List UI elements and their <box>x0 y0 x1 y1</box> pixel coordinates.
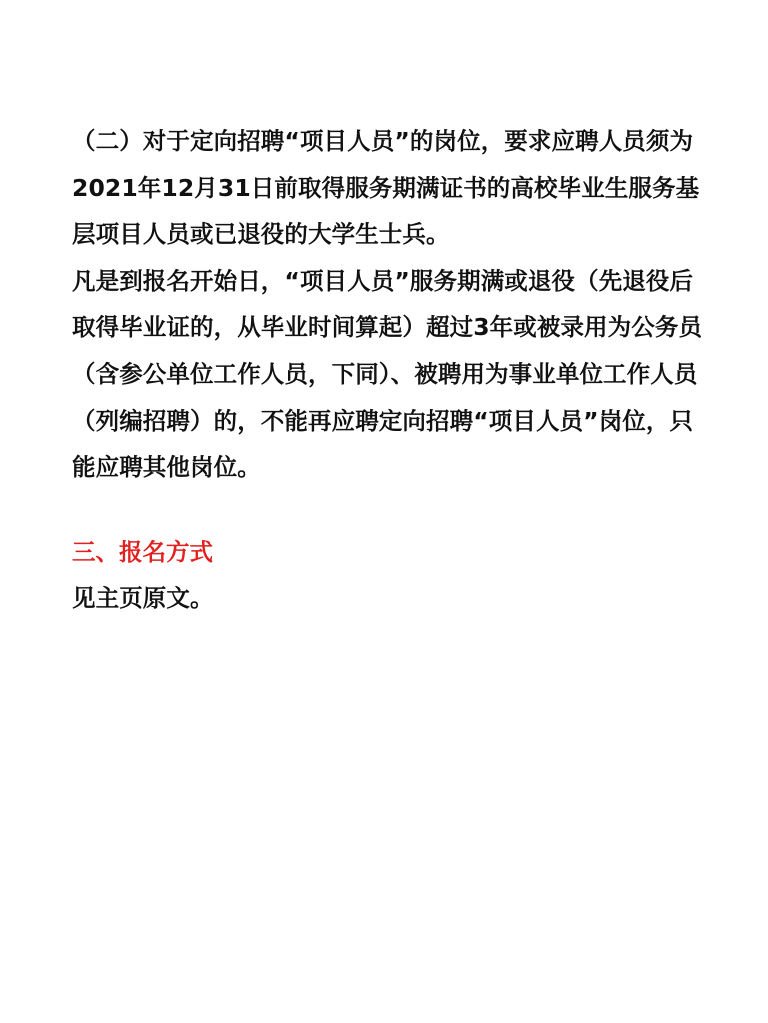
document-body <box>72 118 704 622</box>
section-heading-registration-method: 三、报名方式 <box>72 537 213 566</box>
section-body-text: 见主页原文。 <box>72 584 214 613</box>
paragraph-eligibility-exclusion: 凡是到报名开始日，“项目人员”服务期满或退役（先退役后取得毕业证的，从毕业时间算起）超过3年或被录用为公务员（含参公单位工作人员，下同）、被聘用为事业单位工作人员（列编招聘）的，不能再应聘定向招聘“项目人员”岗位，只能应聘其他岗位。 <box>72 266 703 482</box>
paragraph-targeted-recruitment-requirement: （二）对于定向招聘“项目人员”的岗位，要求应聘人员须为2021年12月31日前取得服务期满证书的高校毕业生服务基层项目人员或已退役的大学生士兵。 <box>72 127 700 249</box>
section-spacer <box>72 491 704 529</box>
